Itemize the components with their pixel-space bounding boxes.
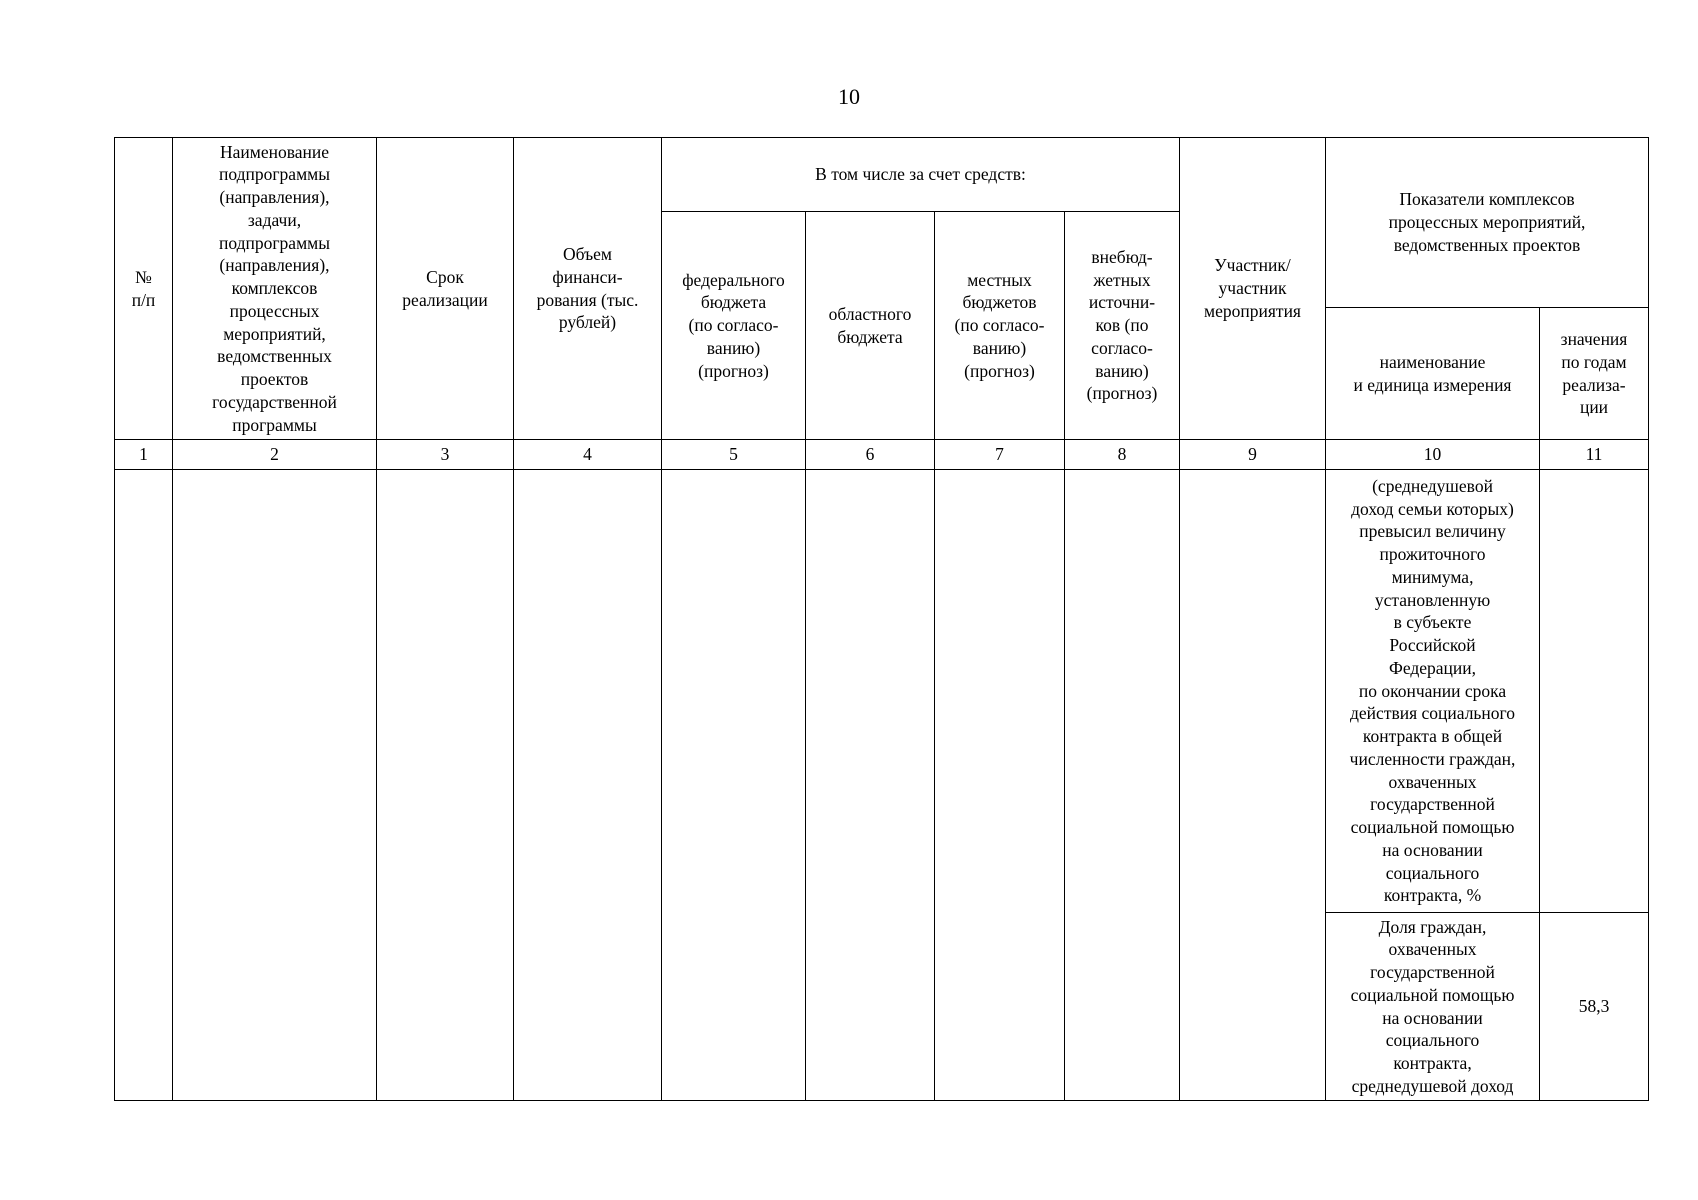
header-federal-budget: федерального бюджета (по согласо- ванию) (прогноз) (662, 212, 806, 440)
table-row (115, 470, 1649, 913)
header-row-1 (115, 138, 1649, 212)
cell-federal (662, 470, 806, 1101)
cell-volume (514, 470, 662, 1101)
cell-number (115, 470, 173, 1101)
cell-participant (1180, 470, 1326, 1101)
header-extrabudget-sources: внебюд- жетных источни- ков (по согласо- ванию) (прогноз) (1065, 212, 1180, 440)
header-volume: Объем финанси- рования (тыс. рублей) (514, 138, 662, 440)
cell-term (377, 470, 514, 1101)
cell-extrabudget (1065, 470, 1180, 1101)
cell-regional (806, 470, 935, 1101)
column-number: 8 (1065, 440, 1180, 470)
header-regional-budget: областного бюджета (806, 212, 935, 440)
column-number: 5 (662, 440, 806, 470)
header-term: Срок реализации (377, 138, 514, 440)
column-number: 10 (1326, 440, 1540, 470)
cell-indicator-value (1540, 470, 1649, 913)
header-indicator-name: наименование и единица измерения (1326, 308, 1540, 440)
header-participant: Участник/ участник мероприятия (1180, 138, 1326, 440)
cell-name (173, 470, 377, 1101)
column-number: 7 (935, 440, 1065, 470)
column-number: 3 (377, 440, 514, 470)
header-name: Наименование подпрограммы (направления), задачи, подпрограммы (направления), комплексов процессных мероприятий, ведомственных проектов государственной программы (173, 138, 377, 440)
column-number: 4 (514, 440, 662, 470)
header-indicators-group: Показатели комплексов процессных мероприятий, ведомственных проектов (1326, 138, 1649, 308)
header-number: № п/п (115, 138, 173, 440)
header-local-budgets: местных бюджетов (по согласо- ванию) (прогноз) (935, 212, 1065, 440)
cell-indicator-value: 58,3 (1540, 913, 1649, 1101)
column-number: 1 (115, 440, 173, 470)
cell-local (935, 470, 1065, 1101)
page-number: 10 (838, 84, 860, 109)
column-number: 6 (806, 440, 935, 470)
header-sources-group: В том числе за счет средств: (662, 138, 1180, 212)
column-number: 2 (173, 440, 377, 470)
column-number-row (115, 440, 1649, 470)
column-number: 9 (1180, 440, 1326, 470)
cell-indicator-name: Доля граждан, охваченных государственной социальной помощью на основании социального контракта, среднедушевой доход (1326, 913, 1540, 1101)
column-number: 11 (1540, 440, 1649, 470)
program-table (114, 137, 1649, 1101)
cell-indicator-name: (среднедушевой доход семьи которых) превысил величину прожиточного минимума, установленную в субъекте Российской Федерации, по окончании срока действия социального контракта в общей численности граждан, охваченных государственной социальной помощью на основании социального контракта, % (1326, 470, 1540, 913)
header-indicator-values: значения по годам реализа- ции (1540, 308, 1649, 440)
